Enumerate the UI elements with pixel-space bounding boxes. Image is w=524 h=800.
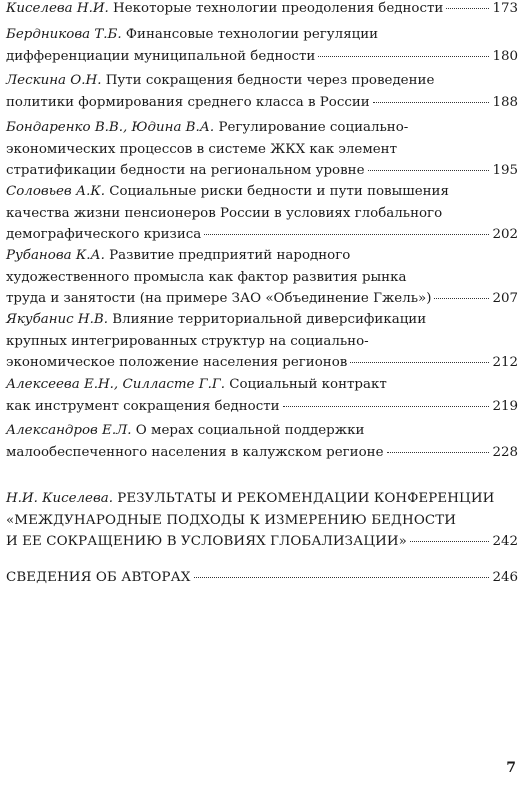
toc-entry	[6, 117, 518, 182]
dot-leader	[410, 541, 489, 542]
entry-author: Александров Е.Л.	[6, 423, 132, 438]
entry-title-line: качества жизни пенсионеров России в условиях глобального	[6, 205, 443, 221]
entry-author: Якубанис Н.В.	[6, 312, 108, 327]
entry-page: 180	[492, 48, 518, 64]
entry-page: 195	[492, 163, 518, 178]
dot-leader	[350, 362, 489, 363]
toc-entry	[6, 420, 518, 463]
toc-entry	[6, 181, 518, 246]
entry-title-line: И ЕЕ СОКРАЩЕНИЮ В УСЛОВИЯХ ГЛОБАЛИЗАЦИИ»	[6, 534, 407, 549]
toc-entry	[6, 24, 518, 67]
entry-title-line: Влияние территориальной диверсификации	[112, 312, 427, 327]
entry-page: 173	[492, 1, 518, 16]
entry-title-line: политики формирования среднего класса в России	[6, 94, 370, 110]
entry-title-line: Некоторые технологии преодоления бедности	[113, 1, 444, 16]
toc-entry	[6, 309, 518, 374]
dot-leader	[446, 8, 489, 9]
entry-author: Киселева Н.И.	[6, 1, 109, 16]
dot-leader	[434, 298, 489, 299]
entry-title-line: Регулирование социально-	[218, 120, 409, 135]
entry-title-line: РЕЗУЛЬТАТЫ И РЕКОМЕНДАЦИИ КОНФЕРЕНЦИИ	[117, 491, 495, 506]
entry-title-line: как инструмент сокращения бедности	[6, 398, 280, 414]
page-number: 7	[506, 760, 516, 776]
entry-title-line: художественного промысла как фактор развития рынка	[6, 269, 407, 285]
toc-entry	[6, 70, 518, 113]
entry-page: 202	[492, 227, 518, 242]
dot-leader	[373, 102, 490, 103]
entry-title-line: СВЕДЕНИЯ ОБ АВТОРАХ	[6, 570, 191, 585]
entry-title-line: Развитие предприятий народного	[109, 248, 351, 263]
entry-page: 219	[492, 398, 518, 414]
dot-leader	[368, 170, 490, 171]
entry-title-line: экономическое положение населения регионов	[6, 355, 348, 370]
entry-author: Бердникова Т.Б.	[6, 27, 122, 42]
entry-title-line: малообеспеченного населения в калужском регионе	[6, 444, 384, 460]
entry-author: Лескина О.Н.	[6, 73, 102, 88]
toc-entry	[6, 0, 518, 20]
entry-author: Бондаренко В.В., Юдина В.А.	[6, 120, 215, 135]
entry-title-line: труда и занятости (на примере ЗАО «Объединение Гжель»)	[6, 291, 432, 306]
entry-page: 212	[492, 355, 518, 370]
entry-author: Рубанова К.А.	[6, 248, 105, 263]
entry-title-line: «МЕЖДУНАРОДНЫЕ ПОДХОДЫ К ИЗМЕРЕНИЮ БЕДНОСТИ	[6, 512, 457, 528]
entry-author: Соловьев А.К.	[6, 184, 105, 199]
entry-page: 228	[492, 444, 518, 460]
dot-leader	[204, 234, 489, 235]
entry-title-line: демографического кризиса	[6, 227, 202, 242]
dot-leader	[318, 56, 489, 57]
entry-author: Н.И. Киселева.	[6, 491, 114, 506]
dot-leader	[194, 577, 490, 578]
toc-entry	[6, 245, 518, 310]
dot-leader	[387, 452, 490, 453]
dot-leader	[283, 406, 490, 407]
entry-page: 207	[492, 291, 518, 306]
entry-title-line: Социальный контракт	[229, 377, 387, 392]
entry-title-line: экономических процессов в системе ЖКХ как элемент	[6, 141, 398, 157]
toc-entry	[6, 488, 518, 553]
entry-title-line: Социальные риски бедности и пути повышения	[109, 184, 449, 199]
entry-title-line: Финансовые технологии регуляции	[125, 27, 379, 42]
entry-title-line: дифференциации муниципальной бедности	[6, 48, 316, 64]
entry-title-line: стратификации бедности на региональном уровне	[6, 163, 365, 178]
toc-entry	[6, 567, 518, 589]
entry-title-line: Пути сокращения бедности через проведение	[105, 73, 435, 88]
entry-page: 246	[492, 570, 518, 585]
toc-entry	[6, 374, 518, 417]
entry-title-line: О мерах социальной поддержки	[135, 423, 365, 438]
entry-page: 188	[492, 94, 518, 110]
entry-author: Алексеева Е.Н., Силласте Г.Г.	[6, 377, 225, 392]
entry-page: 242	[492, 534, 518, 549]
entry-title-line: крупных интегрированных структур на социально-	[6, 333, 369, 349]
